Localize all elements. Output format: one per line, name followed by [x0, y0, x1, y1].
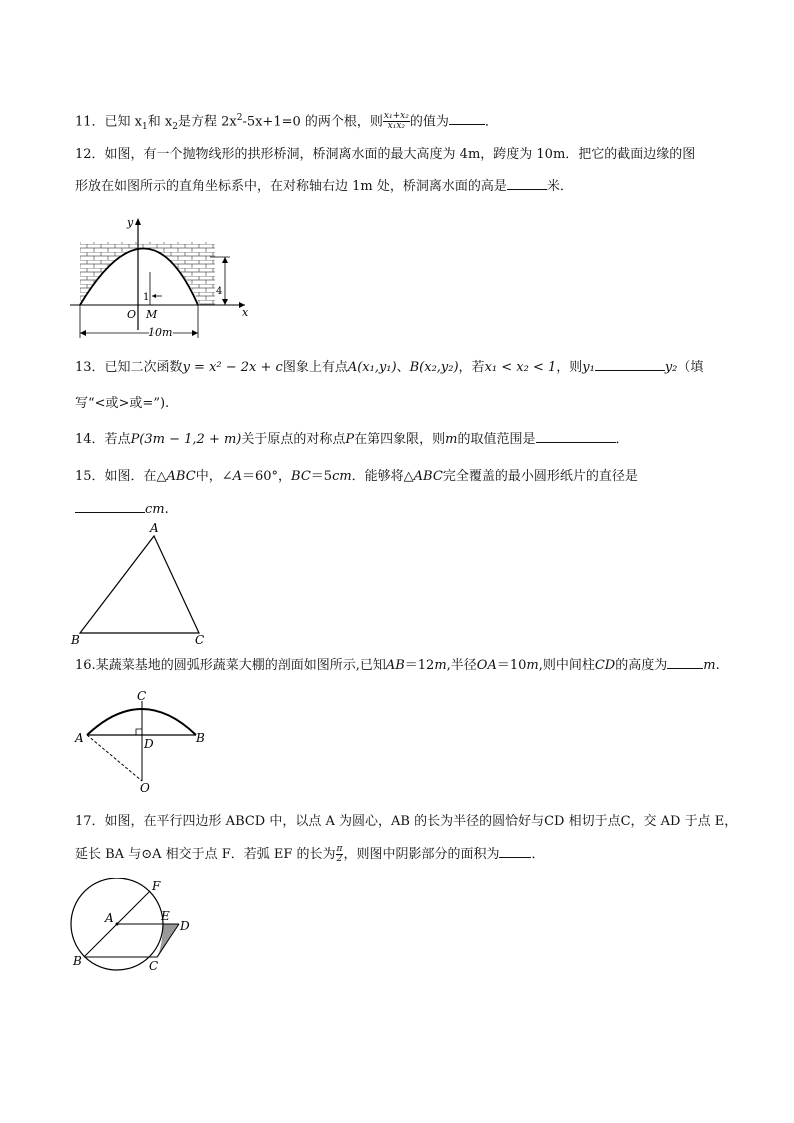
question-17-line-2 — [75, 845, 545, 865]
q11-text: 和 x — [147, 114, 173, 130]
q13-math: y₂ — [664, 360, 678, 375]
y-label: y — [127, 216, 134, 229]
question-number: 12． — [75, 147, 105, 162]
point-b: B — [73, 954, 82, 968]
question-14 — [75, 430, 629, 450]
numerator: π — [336, 844, 343, 854]
q14-math: P — [345, 432, 355, 447]
q12-text: 形放在如图所示的直角坐标系中，在对称轴右边 1m 处，桥洞离水面的高是 — [75, 179, 507, 194]
q16-math: OA — [476, 658, 497, 673]
q16-math: m — [434, 658, 447, 673]
q11-sup: 2 — [236, 113, 243, 123]
q16-text: ＝10 — [496, 658, 527, 673]
point-b: B — [196, 731, 205, 745]
question-number: 14． — [75, 432, 105, 447]
q11-sub: 1 — [142, 121, 148, 132]
q11-text: 已知 x — [104, 114, 143, 130]
question-12 — [75, 145, 695, 165]
q11-sub: 2 — [172, 121, 178, 132]
q13-text: ，则 — [556, 360, 583, 375]
q14-text: 若点 — [104, 432, 131, 447]
origin-label: O — [127, 308, 137, 321]
point-e: E — [161, 909, 170, 923]
q16-math: CD — [594, 658, 616, 673]
q14-text: ． — [615, 432, 629, 447]
question-11 — [75, 108, 498, 137]
q13-text: （填 — [677, 360, 704, 375]
q14-math: P(3m − 1,2 + m) — [130, 432, 242, 447]
q17-text: 如图，在平行四边形 ABCD 中，以点 A 为圆心，AB 的长为半径的圆恰好与CD 相切于点C，交 AD 于点 E， — [104, 814, 738, 829]
m-label: M — [146, 308, 158, 321]
question-number: 15． — [75, 469, 105, 484]
q13-math: y = x² − 2x + c — [182, 360, 283, 375]
q15-text: ．能够将△ — [351, 469, 414, 484]
point-c: C — [149, 959, 159, 973]
q16-math: m — [526, 658, 539, 673]
q17-text: ． — [531, 847, 545, 862]
answer-blank[interactable] — [536, 430, 616, 443]
q13-text: 写“<或>或=”). — [75, 396, 170, 411]
q14-text: 的取值范围是 — [457, 432, 536, 447]
q13-math: B(x₂,y₂) — [409, 360, 459, 375]
triangle-figure — [68, 518, 218, 648]
q16-math: m — [703, 658, 716, 673]
q17-text: 延长 BA 与⊙A 相交于点 F．若弧 EF 的长为 — [75, 847, 336, 862]
q17-text: ，则图中阴影部分的面积为 — [343, 847, 500, 862]
q15-math: ABC — [166, 469, 196, 484]
q15-text: 完全覆盖的最小圆形纸片的直径是 — [442, 469, 638, 484]
x-label: x — [242, 306, 249, 319]
triangle-abc — [80, 536, 199, 633]
q12-text: 如图，有一个抛物线形的拱形桥洞，桥洞离水面的最大高度为 4m，跨度为 10m．把它的截面边缘的图 — [104, 147, 696, 162]
q16-text: 某蔬菜基地的圆弧形蔬菜大棚的剖面如图所示,已知 — [95, 658, 386, 673]
question-16 — [75, 656, 720, 676]
q13-text: 、 — [396, 360, 410, 375]
q16-text: ,半径 — [446, 658, 477, 673]
q13-math: x₁ < x₂ < 1 — [484, 360, 557, 375]
height-arrow-top — [222, 257, 228, 263]
q15-math: BC — [291, 469, 311, 484]
q16-text: . — [715, 658, 720, 673]
question-15 — [75, 467, 638, 487]
center-dot — [116, 923, 119, 926]
span-arrow-left — [80, 330, 86, 336]
q15-text: 如图．在△ — [104, 469, 167, 484]
bridge-figure — [70, 212, 260, 342]
q15-text: ＝5 — [310, 469, 333, 484]
answer-blank[interactable] — [667, 656, 703, 669]
q11-text: 是方程 2x — [177, 114, 237, 130]
point-d: D — [144, 737, 154, 751]
q12-text: 米． — [546, 179, 573, 194]
span-label: 10m — [148, 326, 173, 339]
answer-blank[interactable] — [499, 845, 531, 858]
q11-text: -5x+1=0 的两个根，则 — [242, 114, 383, 130]
q15-math: cm — [332, 469, 352, 484]
answer-blank[interactable] — [595, 358, 665, 371]
q16-text: ,则中间柱 — [538, 658, 595, 673]
q15-text: ＝60°， — [241, 469, 292, 484]
question-number: 13． — [75, 360, 105, 375]
denominator: x₁x₂ — [387, 121, 406, 132]
right-angle-mark — [136, 729, 142, 735]
parallelogram-circle-figure — [68, 878, 208, 973]
q13-math: y₁ — [582, 360, 595, 375]
q15-math: ABC — [413, 469, 443, 484]
q15-math: cm — [145, 502, 165, 517]
question-17 — [75, 812, 737, 832]
q13-math: A(x₁,y₁) — [347, 360, 397, 375]
q15-text: . — [164, 502, 169, 517]
q14-text: 关于原点的对称点 — [241, 432, 346, 447]
greenhouse-figure — [70, 686, 215, 796]
point-d: D — [180, 919, 190, 933]
question-number: 16. — [75, 658, 96, 673]
answer-blank[interactable] — [449, 112, 485, 125]
answer-blank[interactable] — [507, 177, 547, 190]
y-axis-arrow — [135, 218, 141, 225]
vertex-c: C — [195, 633, 205, 647]
question-13 — [75, 358, 703, 378]
question-number: 11． — [75, 114, 105, 130]
radius-oa — [87, 735, 142, 781]
numerator: x₁+x₂ — [383, 111, 409, 122]
q15-text: 中，∠ — [195, 469, 233, 484]
point-f: F — [152, 879, 161, 893]
q14-text: 在第四象限，则 — [354, 432, 446, 447]
point-a: A — [75, 731, 84, 745]
one-label: 1 — [143, 292, 150, 303]
q14-math: m — [445, 432, 458, 447]
vertex-b: B — [71, 633, 80, 647]
point-c: C — [137, 689, 147, 703]
q16-math: AB — [385, 658, 405, 673]
q16-text: ＝12 — [404, 658, 435, 673]
question-15-line-2 — [75, 500, 169, 520]
span-arrow-right — [192, 330, 198, 336]
point-o: O — [140, 781, 150, 795]
question-12-line-2 — [75, 177, 573, 197]
height-arrow-bottom — [222, 299, 228, 305]
q13-text: 已知二次函数 — [104, 360, 183, 375]
height-label: 4 — [216, 286, 223, 297]
question-number: 17． — [75, 814, 105, 829]
question-13-line-2 — [75, 394, 169, 414]
point-a: A — [105, 911, 114, 925]
q16-text: 的高度为 — [615, 658, 668, 673]
one-arrowhead — [152, 294, 156, 298]
fraction — [383, 112, 410, 131]
q15-math: A — [232, 469, 242, 484]
answer-blank[interactable] — [75, 500, 145, 513]
q11-text: 的值为 — [409, 114, 449, 130]
vertex-a: A — [150, 521, 159, 535]
denominator: 2 — [336, 854, 343, 864]
q13-text: ，若 — [458, 360, 485, 375]
q13-text: 图象上有点 — [282, 360, 348, 375]
q11-text: ． — [484, 114, 498, 130]
